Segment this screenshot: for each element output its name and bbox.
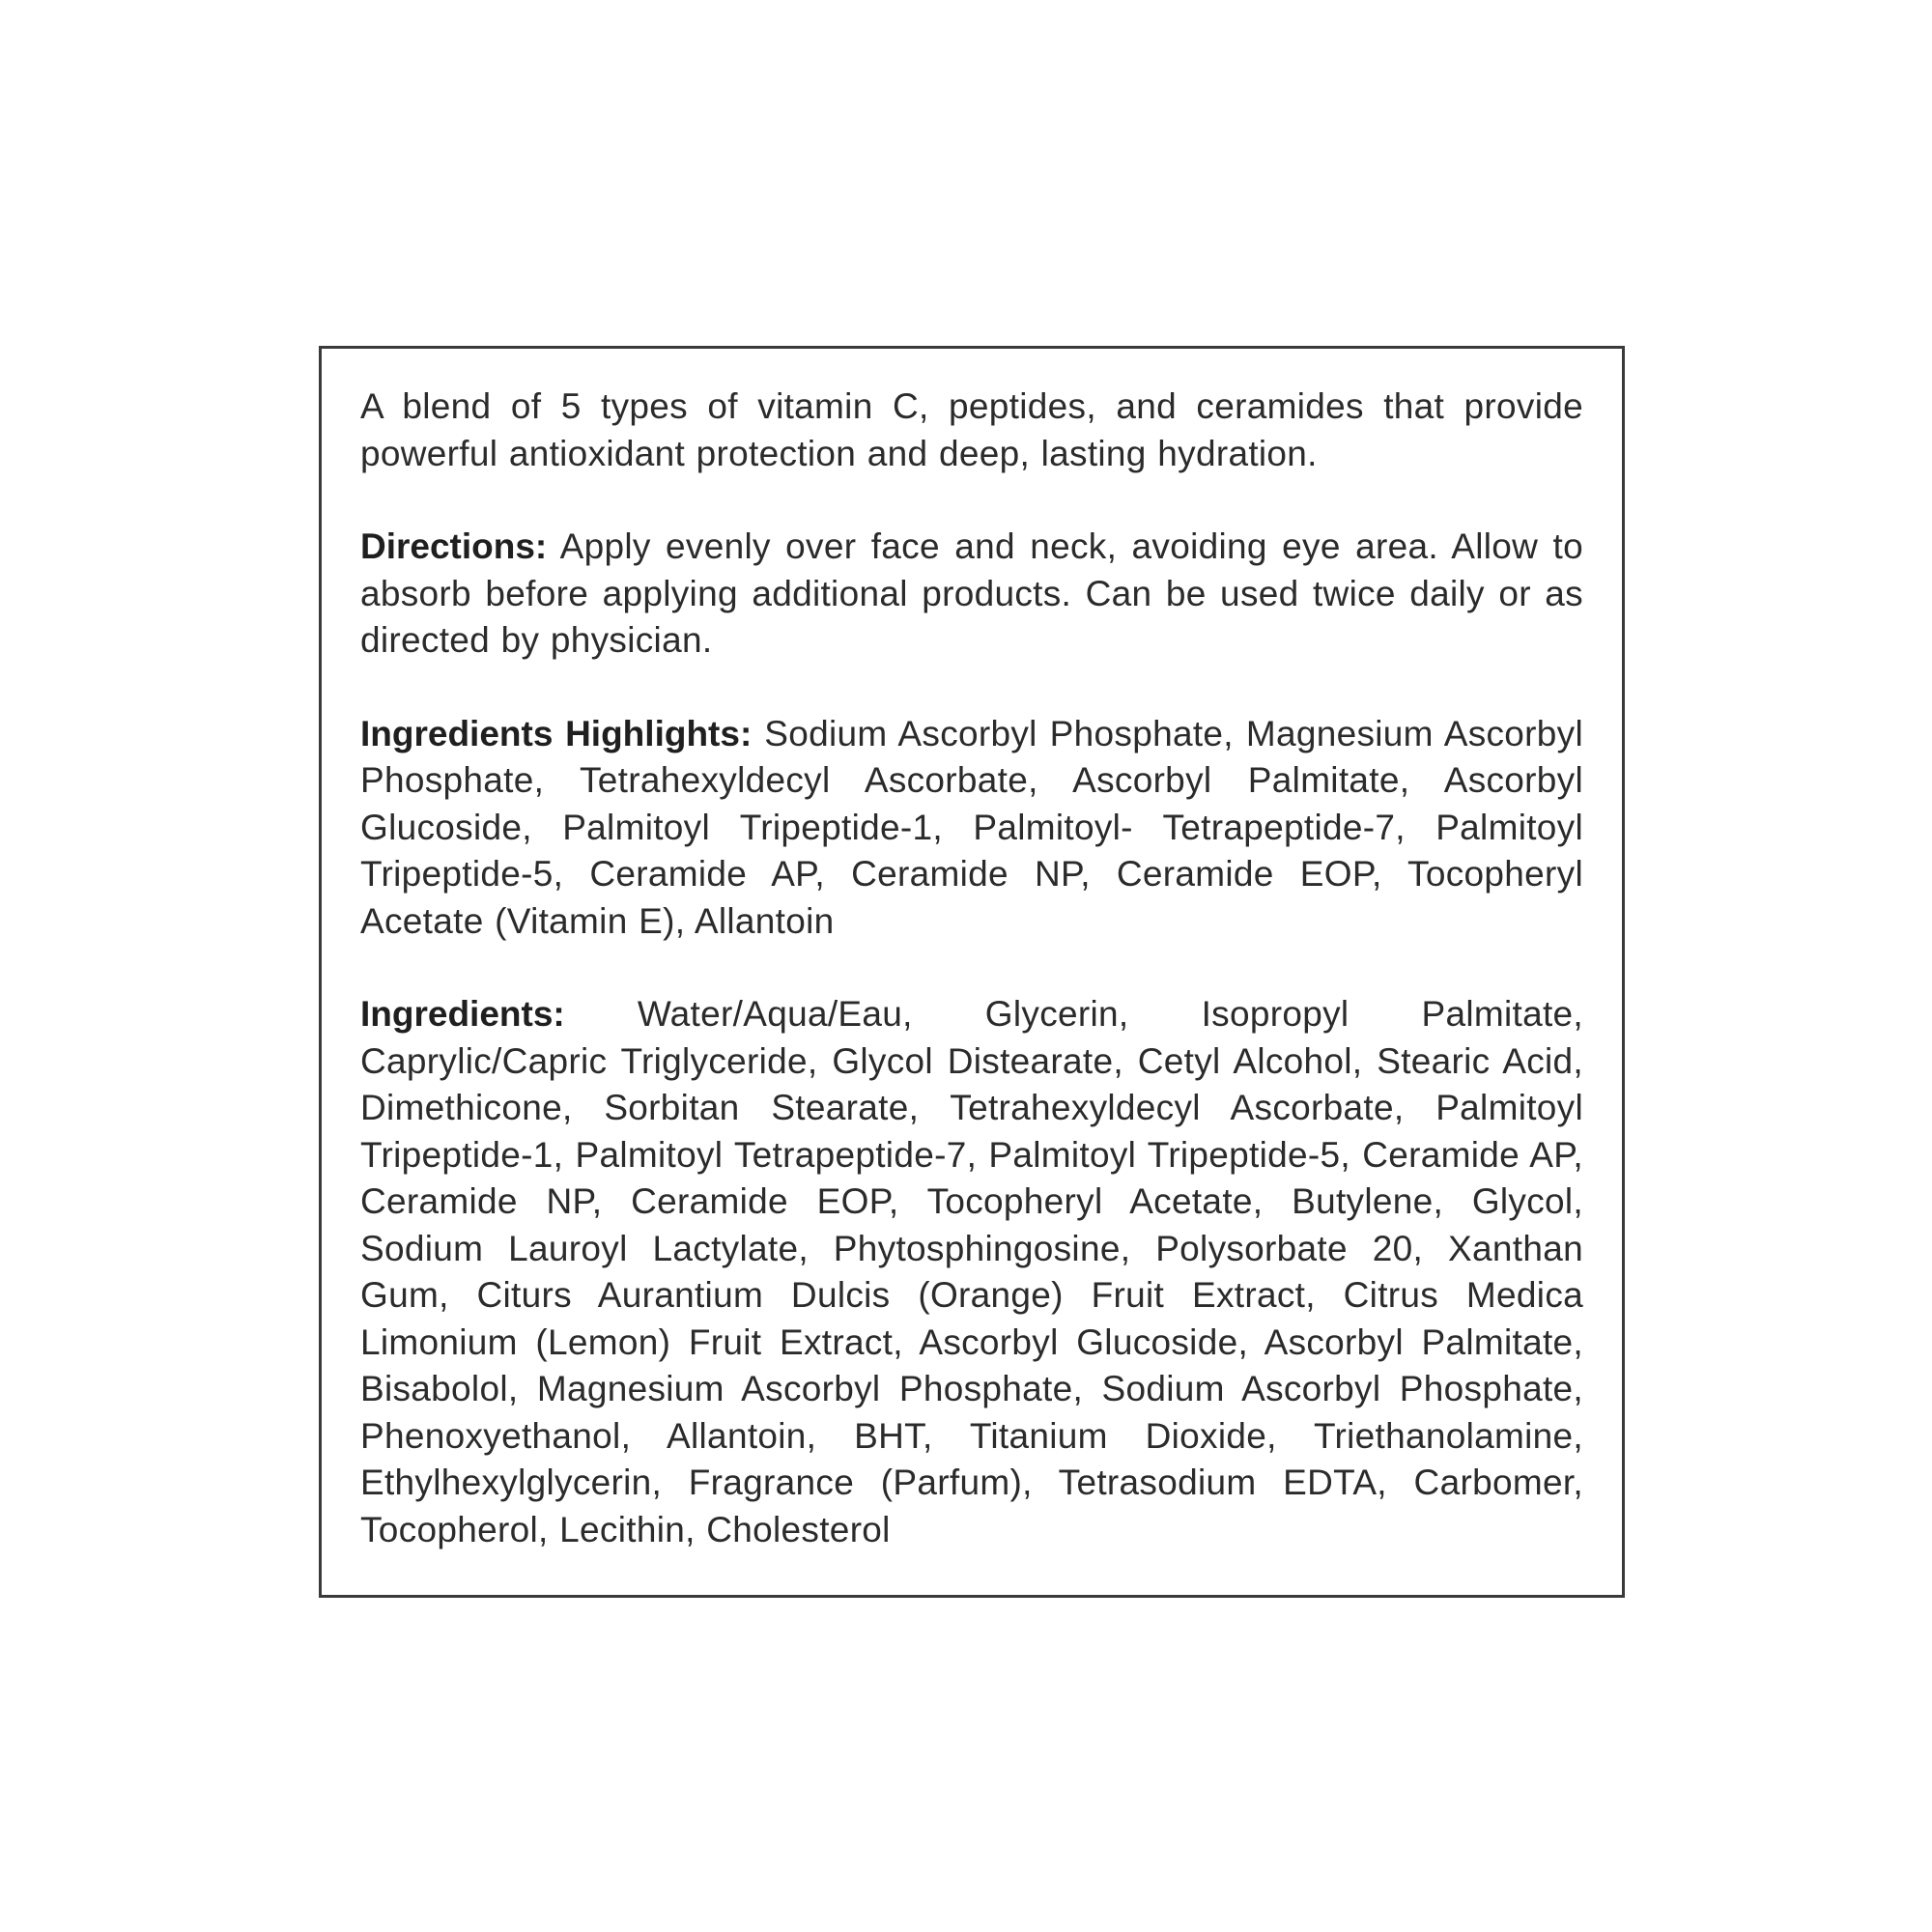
product-description bbox=[360, 384, 1583, 477]
ingredients-highlights-text: Sodium Ascorbyl Phosphate, Magnesium Ascorbyl Phosphate, Tetrahexyldecyl Ascorbate, Ascorbyl Palmitate, Ascorbyl Glucoside, Palmitoyl Tripeptide-1, Palmitoyl- Tetrapeptide-7, Palmitoyl Tripeptide-5, Ceramide AP, Ceramide NP, Ceramide EOP, Tocopheryl Acetate (Vitamin E), Allantoin bbox=[360, 713, 1583, 941]
ingredients-section bbox=[360, 991, 1583, 1553]
ingredients-highlights-section bbox=[360, 711, 1583, 946]
ingredients-text: Water/Aqua/Eau, Glycerin, Isopropyl Palmitate, Caprylic/Capric Triglyceride, Glycol Distearate, Cetyl Alcohol, Stearic Acid, Dimethicone, Sorbitan Stearate, Tetrahexyldecyl Ascorbate, Palmitoyl Tripeptide-1, Palmitoyl Tetrapeptide-7, Palmitoyl Tripeptide-5, Ceramide AP, Ceramide NP, Ceramide EOP, Tocopheryl Acetate, Butylene, Glycol, Sodium Lauroyl Lactylate, Phytosphingosine, Polysorbate 20, Xanthan Gum, Citurs Aurantium Dulcis (Orange) Fruit Extract, Citrus Medica Limonium (Lemon) Fruit Extract, Ascorbyl Glucoside, Ascorbyl Palmitate, Bisabolol, Magnesium Ascorbyl Phosphate, Sodium Ascorbyl Phosphate, Phenoxyethanol, Allantoin, BHT, Titanium Dioxide, Triethanolamine, Ethylhexylglycerin, Fragrance (Parfum), Tetrasodium EDTA, Carbomer, Tocopherol, Lecithin, Cholesterol bbox=[360, 994, 1583, 1549]
description-text: A blend of 5 types of vitamin C, peptides, and ceramides that provide powerful antioxidant protection and deep, lasting hydration. bbox=[360, 386, 1583, 473]
directions-heading: Directions: bbox=[360, 526, 548, 566]
directions-text: Apply evenly over face and neck, avoiding eye area. Allow to absorb before applying additional products. Can be used twice daily or as directed by physician. bbox=[360, 526, 1583, 660]
ingredients-highlights-heading: Ingredients Highlights: bbox=[360, 713, 753, 753]
ingredients-heading: Ingredients: bbox=[360, 994, 565, 1034]
product-info-box bbox=[319, 346, 1625, 1598]
directions-section bbox=[360, 524, 1583, 665]
